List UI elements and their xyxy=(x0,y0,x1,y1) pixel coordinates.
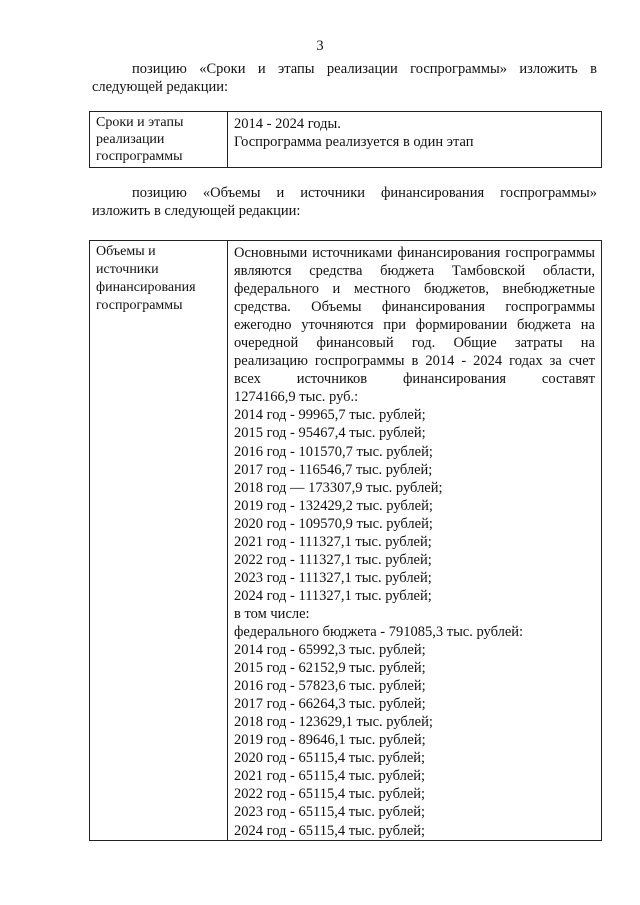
total-year-line: 2020 год - 109570,9 тыс. рублей; xyxy=(234,515,433,532)
table-row xyxy=(90,112,602,168)
paragraph-funding xyxy=(92,184,597,220)
label-line: источники xyxy=(96,262,159,278)
paragraph-line: следующей редакции: xyxy=(92,79,229,95)
paragraph-line: позицию «Объемы и источники финансирования госпрограммы» xyxy=(132,185,597,201)
federal-year-line: 2015 год - 62152,9 тыс. рублей; xyxy=(234,660,426,677)
intro-line: ежегодно уточняются при формировании бюджета на xyxy=(234,317,595,334)
total-year-line: 2016 год - 101570,7 тыс. рублей; xyxy=(234,443,433,460)
label-cell xyxy=(90,241,228,841)
total-year-line: 2014 год - 99965,7 тыс. рублей; xyxy=(234,407,426,424)
paragraph-line: позицию «Сроки и этапы реализации госпрограммы» изложить в xyxy=(132,61,597,77)
paragraph-line: изложить в следующей редакции: xyxy=(92,203,301,219)
total-year-line: 2015 год - 95467,4 тыс. рублей; xyxy=(234,425,426,442)
intro-line: очередной финансовый год. Общие затраты на xyxy=(234,335,595,352)
intro-line: являются средства бюджета Тамбовской области, xyxy=(234,263,595,280)
label-line: госпрограммы xyxy=(96,149,183,164)
total-year-line: 2019 год - 132429,2 тыс. рублей; xyxy=(234,497,433,514)
value-cell xyxy=(228,241,602,841)
label-line: Сроки и этапы xyxy=(96,115,184,130)
value-cell xyxy=(228,112,602,168)
total-year-line: 2018 год — 173307,9 тыс. рублей; xyxy=(234,479,443,496)
total-year-line: 2021 год - 111327,1 тыс. рублей; xyxy=(234,533,432,550)
value-line: Госпрограмма реализуется в один этап xyxy=(234,134,474,150)
label-line: реализации xyxy=(96,132,165,147)
label-line: финансирования xyxy=(96,280,196,296)
intro-line: федерального и местного бюджетов, внебюджетные xyxy=(234,281,595,298)
federal-year-line: 2023 год - 65115,4 тыс. рублей; xyxy=(234,804,426,821)
total-year-line: 2022 год - 111327,1 тыс. рублей; xyxy=(234,551,432,568)
federal-year-line: 2014 год - 65992,3 тыс. рублей; xyxy=(234,642,426,659)
federal-total-line: федерального бюджета - 791085,3 тыс. рублей: xyxy=(234,623,524,640)
federal-year-line: 2021 год - 65115,4 тыс. рублей; xyxy=(234,768,426,785)
total-year-line: 2023 год - 111327,1 тыс. рублей; xyxy=(234,569,432,586)
federal-year-line: 2017 год - 66264,3 тыс. рублей; xyxy=(234,696,426,713)
federal-year-line: 2018 год - 123629,1 тыс. рублей; xyxy=(234,714,433,731)
funding-table xyxy=(89,240,602,841)
intro-line: средства. Объемы финансирования госпрограммы xyxy=(234,299,595,316)
table-row xyxy=(90,241,602,841)
federal-year-line: 2022 год - 65115,4 тыс. рублей; xyxy=(234,786,426,803)
value-line: 2014 - 2024 годы. xyxy=(234,116,341,132)
label-cell xyxy=(90,112,228,168)
terms-table xyxy=(89,111,602,168)
federal-year-line: 2019 год - 89646,1 тыс. рублей; xyxy=(234,732,426,749)
including-label: в том числе: xyxy=(234,605,310,622)
label-line: Объемы и xyxy=(96,244,156,259)
federal-year-line: 2016 год - 57823,6 тыс. рублей; xyxy=(234,678,426,695)
paragraph-terms xyxy=(92,60,597,96)
label-line: госпрограммы xyxy=(96,298,183,314)
intro-line: Основными источниками финансирования госпрограммы xyxy=(234,245,595,261)
federal-year-line: 2024 год - 65115,4 тыс. рублей; xyxy=(234,822,426,839)
intro-line: реализацию госпрограммы в 2014 - 2024 годах за счет xyxy=(234,353,595,370)
total-year-line: 2017 год - 116546,7 тыс. рублей; xyxy=(234,461,433,478)
total-year-line: 2024 год - 111327,1 тыс. рублей; xyxy=(234,587,432,604)
federal-year-line: 2020 год - 65115,4 тыс. рублей; xyxy=(234,750,426,767)
intro-line: всех источников финансирования составят xyxy=(234,371,595,388)
page-number: 3 xyxy=(316,38,324,54)
intro-line: 1274166,9 тыс. руб.: xyxy=(234,389,359,406)
